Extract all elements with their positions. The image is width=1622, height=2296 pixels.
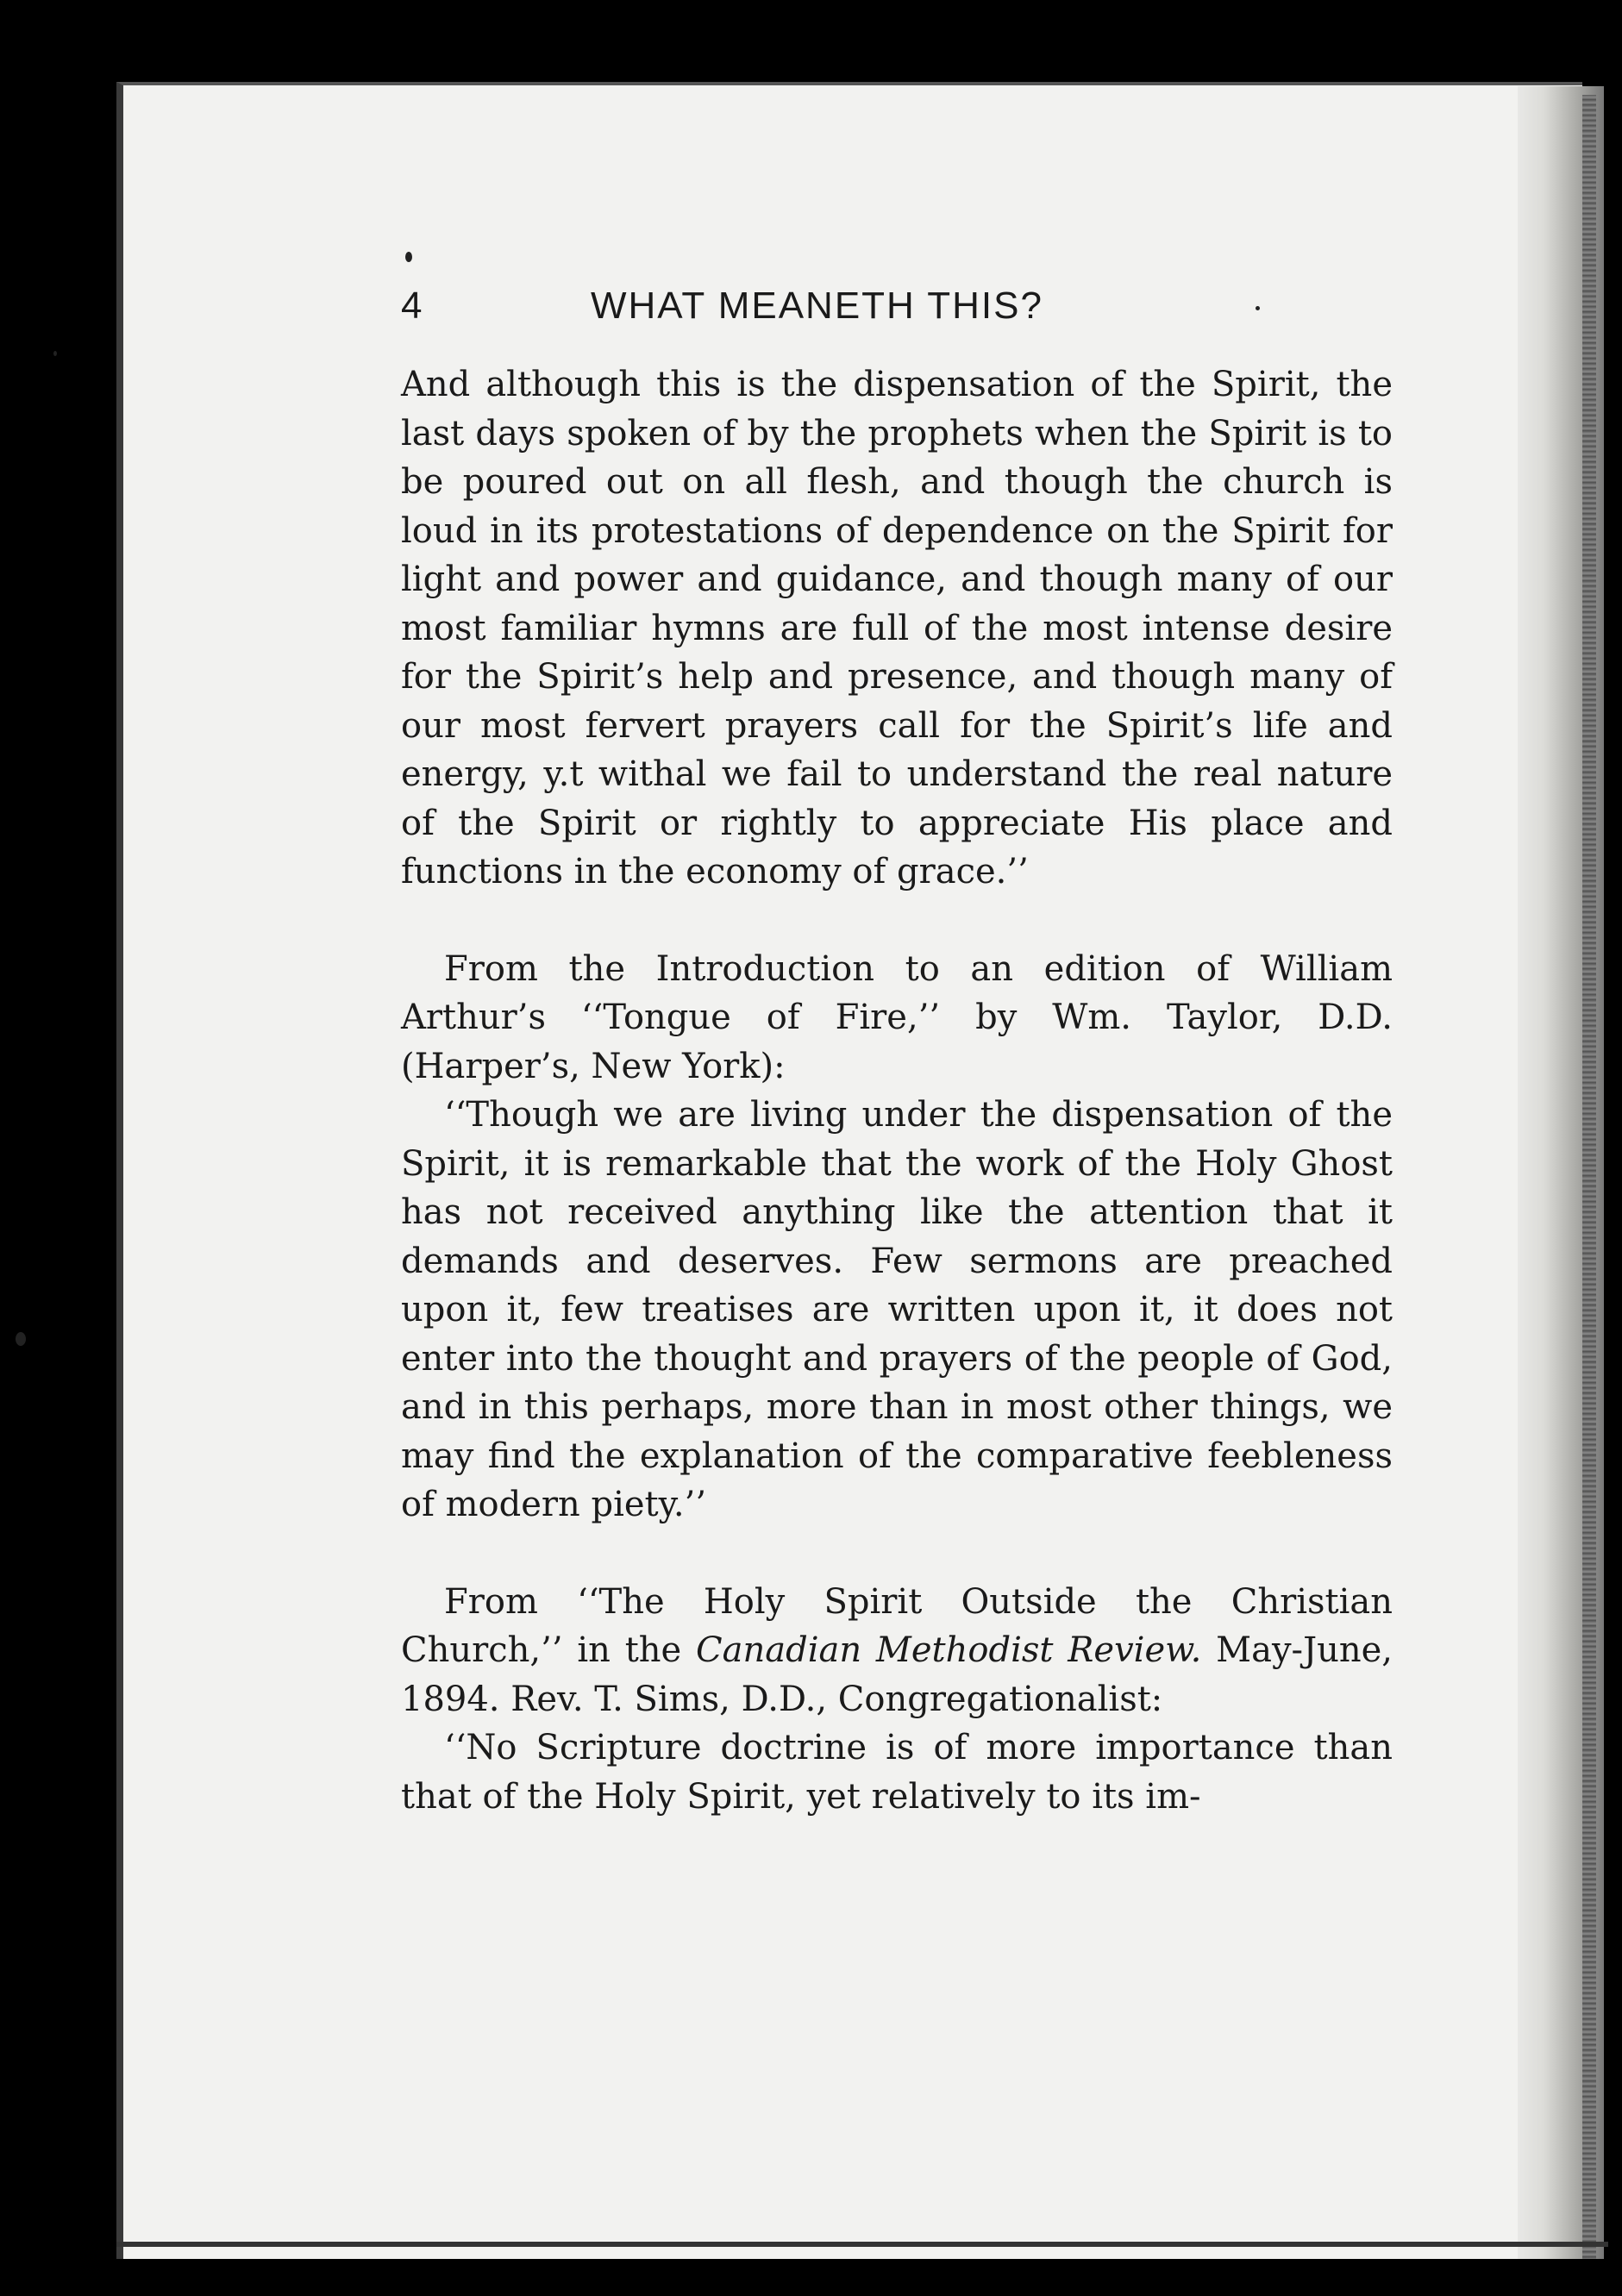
paragraph-source-taylor: From the Introduction to an edition of William Arthur’s ‘‘Tongue of Fire,’’ by Wm. Taylor, D.D. (Harper’s, New York): — [401, 948, 1393, 1086]
page-number: 4 — [401, 285, 424, 327]
running-head — [401, 285, 1393, 336]
ink-speck — [405, 252, 412, 262]
ink-speck — [53, 351, 57, 356]
paragraph-quote-taylor: ‘‘Though we are living under the dispensation of the Spirit, it is remarkable that the work of the Holy Ghost has not received anything like the attention that it demands and deserves. Few sermons are preached upon it, few treatises are written upon it, it does not enter into the thought and prayers of the people of God, and in this perhaps, more than in most other things, we may find the explanation of the comparative feebleness of modern piety.’’ — [401, 1095, 1393, 1524]
paragraph-quote-continuation: And although this is the dispensation of the Spirit, the last days spoken of by the prophets when the Spirit is to be poured out on all flesh, and though the church is loud in its protestations of dependence on the Spirit for light and power and guidance, and though many of our most familiar hymns are full of the most intense desire for the Spirit’s help and presence, and though many of our most fervert prayers call for the Spirit’s life and energy, y.t withal we fail to understand the real nature of the Spirit or rightly to appreciate His place and functions in the economy of grace.’’ — [401, 365, 1393, 891]
paragraph-source-sims — [401, 1578, 1393, 1724]
page-content — [401, 285, 1393, 1821]
source-suffix: May-June, 1894. Rev. T. Sims, D.D., Congregationalist: — [401, 1630, 1393, 1719]
bottom-border — [116, 2242, 1608, 2247]
running-title: WHAT MEANETH THIS? — [591, 285, 1043, 327]
ink-speck — [16, 1332, 26, 1346]
source-prefix: From ‘‘The Holy Spirit Outside the Christian Church,’’ in the — [401, 1581, 1393, 1670]
journal-title: Canadian Methodist Review. — [696, 1630, 1202, 1670]
page-edge-strip — [1582, 95, 1596, 2259]
paragraph-quote-sims: ‘‘No Scripture doctrine is of more importance than that of the Holy Spirit, yet relatively to its im- — [401, 1728, 1393, 1817]
